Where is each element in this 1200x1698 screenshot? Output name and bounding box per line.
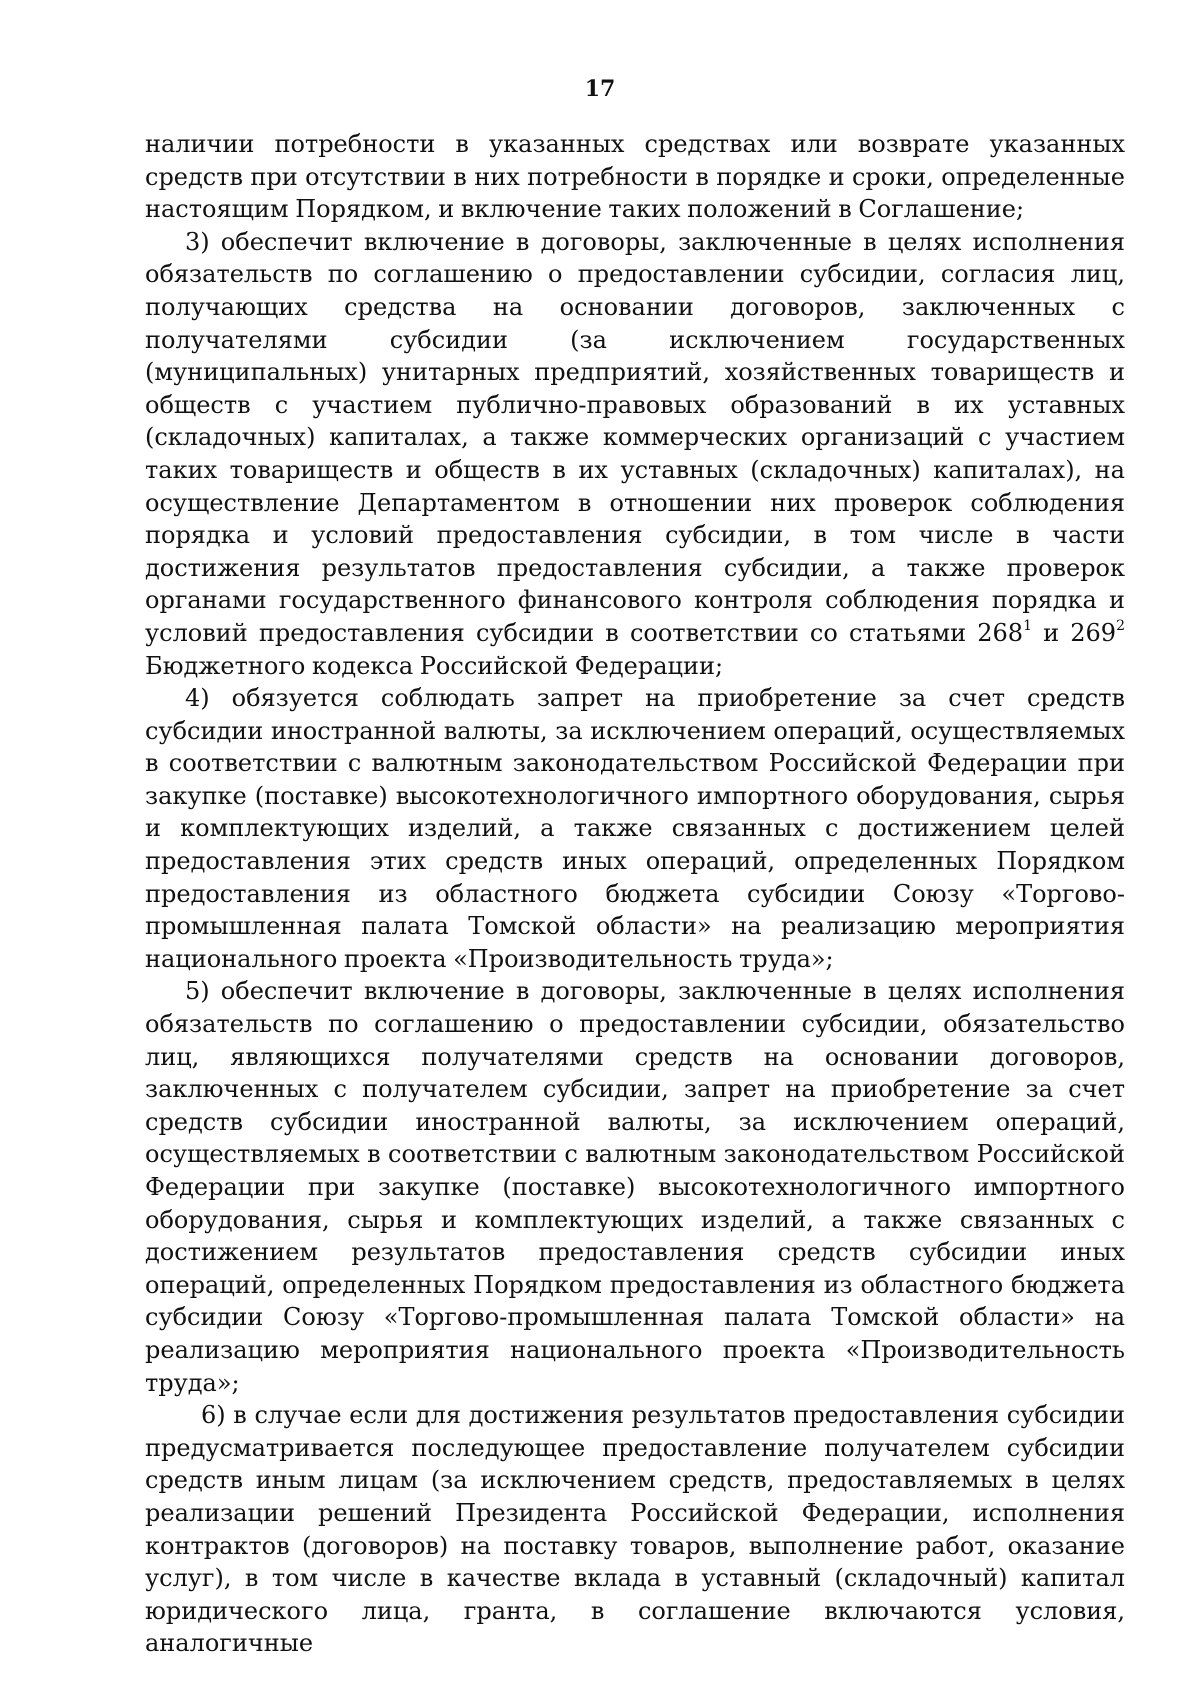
- paragraph-item-3-text: 3) обеспечит включение в договоры, заключенные в целях исполнения обязательств по соглашению о предоставлении субсидии, согласия лиц, получающих средства на основании договоров, заключенных с получателями субсидии (за исключением государственных (муниципальных) унитарных предприятий, хозяйственных товариществ и обществ с участием публично-правовых образований в их уставных (складочных) капиталах, а также коммерческих организаций с участием таких товариществ и обществ в их уставных (складочных) капиталах), на осуществление Департаментом в отношении них проверок соблюдения порядка и условий предоставления субсидии, в том числе в части достижения результатов предоставления субсидии, а также проверок органами государственного финансового контроля соблюдения порядка и условий предоставления субсидии в соответствии со статьями 268: [145, 227, 1125, 647]
- paragraph-item-5: 5) обеспечит включение в договоры, заключенные в целях исполнения обязательств по соглашению о предоставлении субсидии, обязательство лиц, являющихся получателями средств на основании договоров, заключенных с получателем субсидии, запрет на приобретение за счет средств субсидии иностранной валюты, за исключением операций, осуществляемых в соответствии с валютным законодательством Российской Федерации при закупке (поставке) высокотехнологичного импортного оборудования, сырья и комплектующих изделий, а также связанных с достижением результатов предоставления средств субсидии иных операций, определенных Порядком предоставления из областного бюджета субсидии Союзу «Торгово-промышленная палата Томской области» на реализацию мероприятия национального проекта «Производительность труда»;: [145, 977, 1125, 1397]
- paragraph-item-3-text-mid: и 269: [1032, 618, 1117, 647]
- footnote-superscript-1: 1: [1023, 617, 1032, 634]
- paragraph-continuation: наличии потребности в указанных средствах или возврате указанных средств при отсутствии в них потребности в порядке и сроки, определенные настоящим Порядком, и включение таких положений в Соглашение;: [145, 130, 1125, 224]
- paragraph-item-3-text-end: Бюджетного кодекса Российской Федерации;: [145, 651, 724, 680]
- paragraph-item-3: [145, 226, 1125, 682]
- paragraph-item-6: 6) в случае если для достижения результатов предоставления субсидии предусматривается последующее предоставление получателем субсидии средств иным лицам (за исключением средств, предоставляемых в целях реализации решений Президента Российской Федерации, исполнения контрактов (договоров) на поставку товаров, выполнение работ, оказание услуг), в том числе в качестве вклада в уставный (складочный) капитал юридического лица, гранта, в соглашение включаются условия, аналогичные: [145, 1401, 1125, 1658]
- page-number: 17: [584, 76, 616, 102]
- paragraph-item-4: 4) обязуется соблюдать запрет на приобретение за счет средств субсидии иностранной валюты, за исключением операций, осуществляемых в соответствии с валютным законодательством Российской Федерации при закупке (поставке) высокотехнологичного импортного оборудования, сырья и комплектующих изделий, а также связанных с достижением целей предоставления этих средств иных операций, определенных Порядком предоставления из областного бюджета субсидии Союзу «Торгово-промышленная палата Томской области» на реализацию мероприятия национального проекта «Производительность труда»;: [145, 684, 1125, 973]
- document-body: [145, 128, 1125, 1660]
- footnote-superscript-2: 2: [1116, 617, 1126, 634]
